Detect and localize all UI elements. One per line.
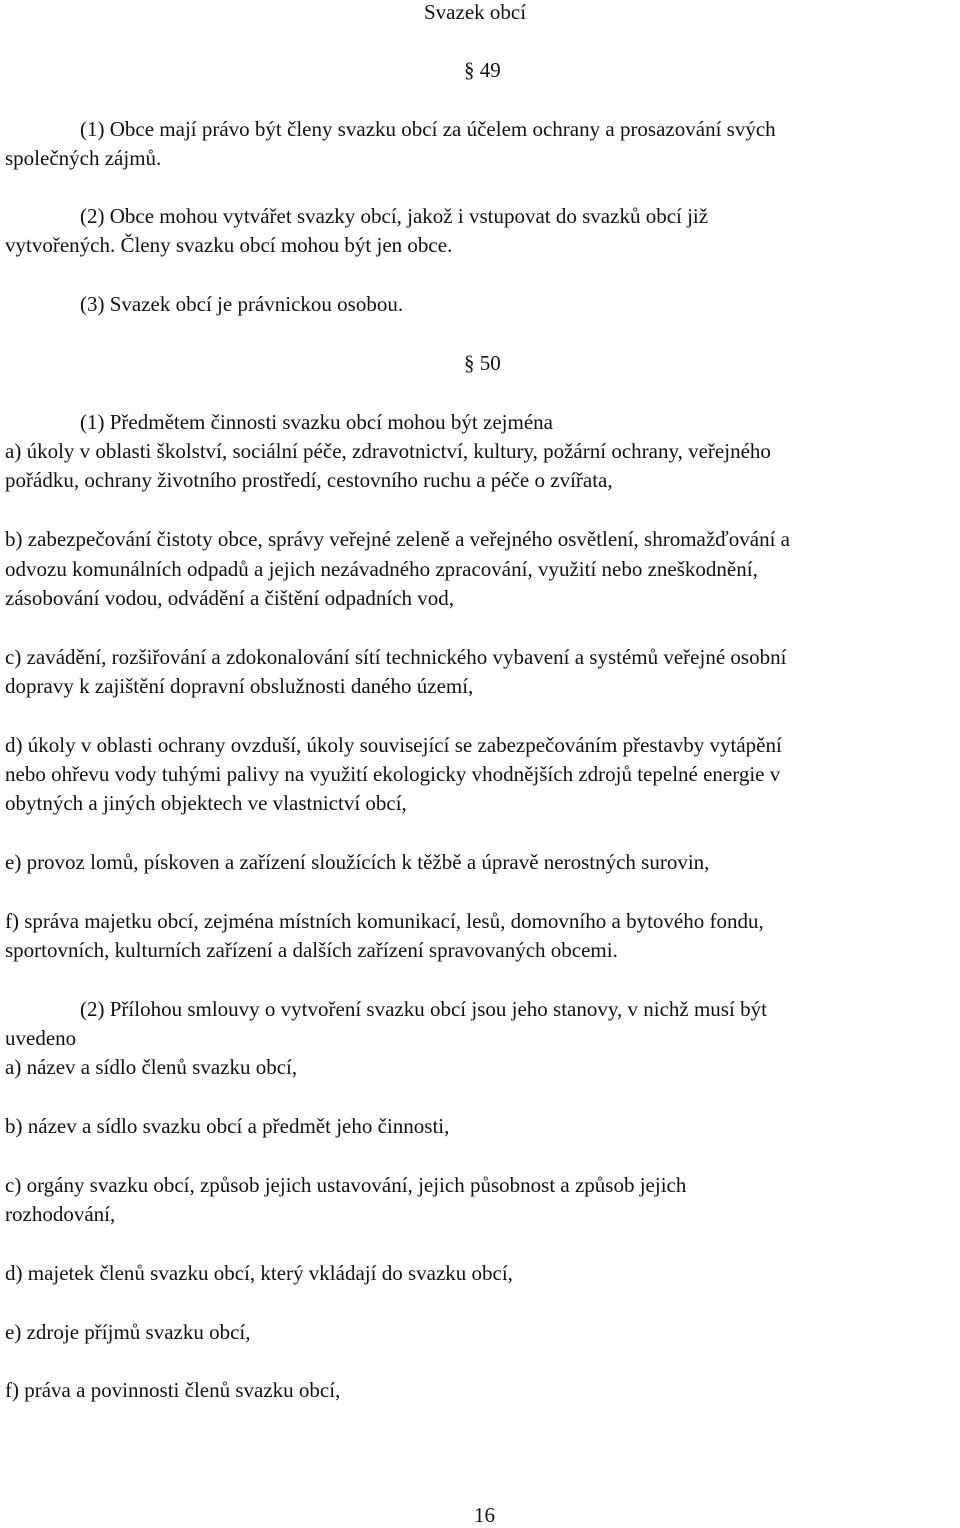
text-line: vytvořených. Členy svazku obcí mohou být jen obce. — [5, 233, 453, 257]
text-line: uvedeno — [5, 1026, 77, 1050]
text-line: a) úkoly v oblasti školství, sociální péče, zdravotnictví, kultury, požární ochrany, veřejného — [5, 439, 771, 463]
text-line: f) správa majetku obcí, zejména místních komunikací, lesů, domovního a bytového fondu, — [5, 909, 764, 933]
text-line: f) práva a povinnosti členů svazku obcí, — [5, 1378, 341, 1402]
text-line: společných zájmů. — [5, 146, 162, 170]
text-line: d) úkoly v oblasti ochrany ovzduší, úkoly související se zabezpečováním přestavby vytápění — [5, 733, 782, 757]
text-line: (2) Přílohou smlouvy o vytvoření svazku obcí jsou jeho stanovy, v nichž musí být — [80, 997, 767, 1021]
text-line: d) majetek členů svazku obcí, který vkládají do svazku obcí, — [5, 1261, 513, 1285]
text-line: (1) Předmětem činnosti svazku obcí mohou být zejména — [80, 410, 553, 434]
section-marker-50: § 50 — [464, 351, 501, 375]
text-line: a) název a sídlo členů svazku obcí, — [5, 1055, 298, 1079]
text-line: e) zdroje příjmů svazku obcí, — [5, 1320, 251, 1344]
section-marker-49: § 49 — [464, 58, 501, 82]
text-line: dopravy k zajištění dopravní obslužnosti daného území, — [5, 674, 474, 698]
text-line: c) orgány svazku obcí, způsob jejich ustavování, jejich působnost a způsob jejich — [5, 1173, 687, 1197]
text-line: (3) Svazek obcí je právnickou osobou. — [80, 292, 404, 316]
text-line: pořádku, ochrany životního prostředí, cestovního ruchu a péče o zvířata, — [5, 468, 613, 492]
text-line: (1) Obce mají právo být členy svazku obcí za účelem ochrany a prosazování svých — [80, 117, 776, 141]
page-heading: Svazek obcí — [424, 0, 527, 24]
text-line: b) zabezpečování čistoty obce, správy veřejné zeleně a veřejného osvětlení, shromažďování a — [5, 527, 790, 551]
text-line: b) název a sídlo svazku obcí a předmět jeho činnosti, — [5, 1114, 450, 1138]
page-number: 16 — [474, 1503, 495, 1527]
text-line: e) provoz lomů, pískoven a zařízení sloužících k těžbě a úpravě nerostných surovin, — [5, 850, 710, 874]
text-line: nebo ohřevu vody tuhými palivy na využití ekologicky vhodnějších zdrojů tepelné energie v — [5, 762, 781, 786]
text-line: rozhodování, — [5, 1202, 116, 1226]
text-line: zásobování vodou, odvádění a čištění odpadních vod, — [5, 586, 455, 610]
text-line: sportovních, kulturních zařízení a dalších zařízení spravovaných obcemi. — [5, 938, 618, 962]
text-line: c) zavádění, rozšiřování a zdokonalování sítí technického vybavení a systémů veřejné osobní — [5, 645, 787, 669]
text-line: odvozu komunálních odpadů a jejich nezávadného zpracování, využití nebo zneškodnění, — [5, 557, 758, 581]
text-line: obytných a jiných objektech ve vlastnictví obcí, — [5, 791, 407, 815]
text-line: (2) Obce mohou vytvářet svazky obcí, jakož i vstupovat do svazků obcí již — [80, 204, 709, 228]
